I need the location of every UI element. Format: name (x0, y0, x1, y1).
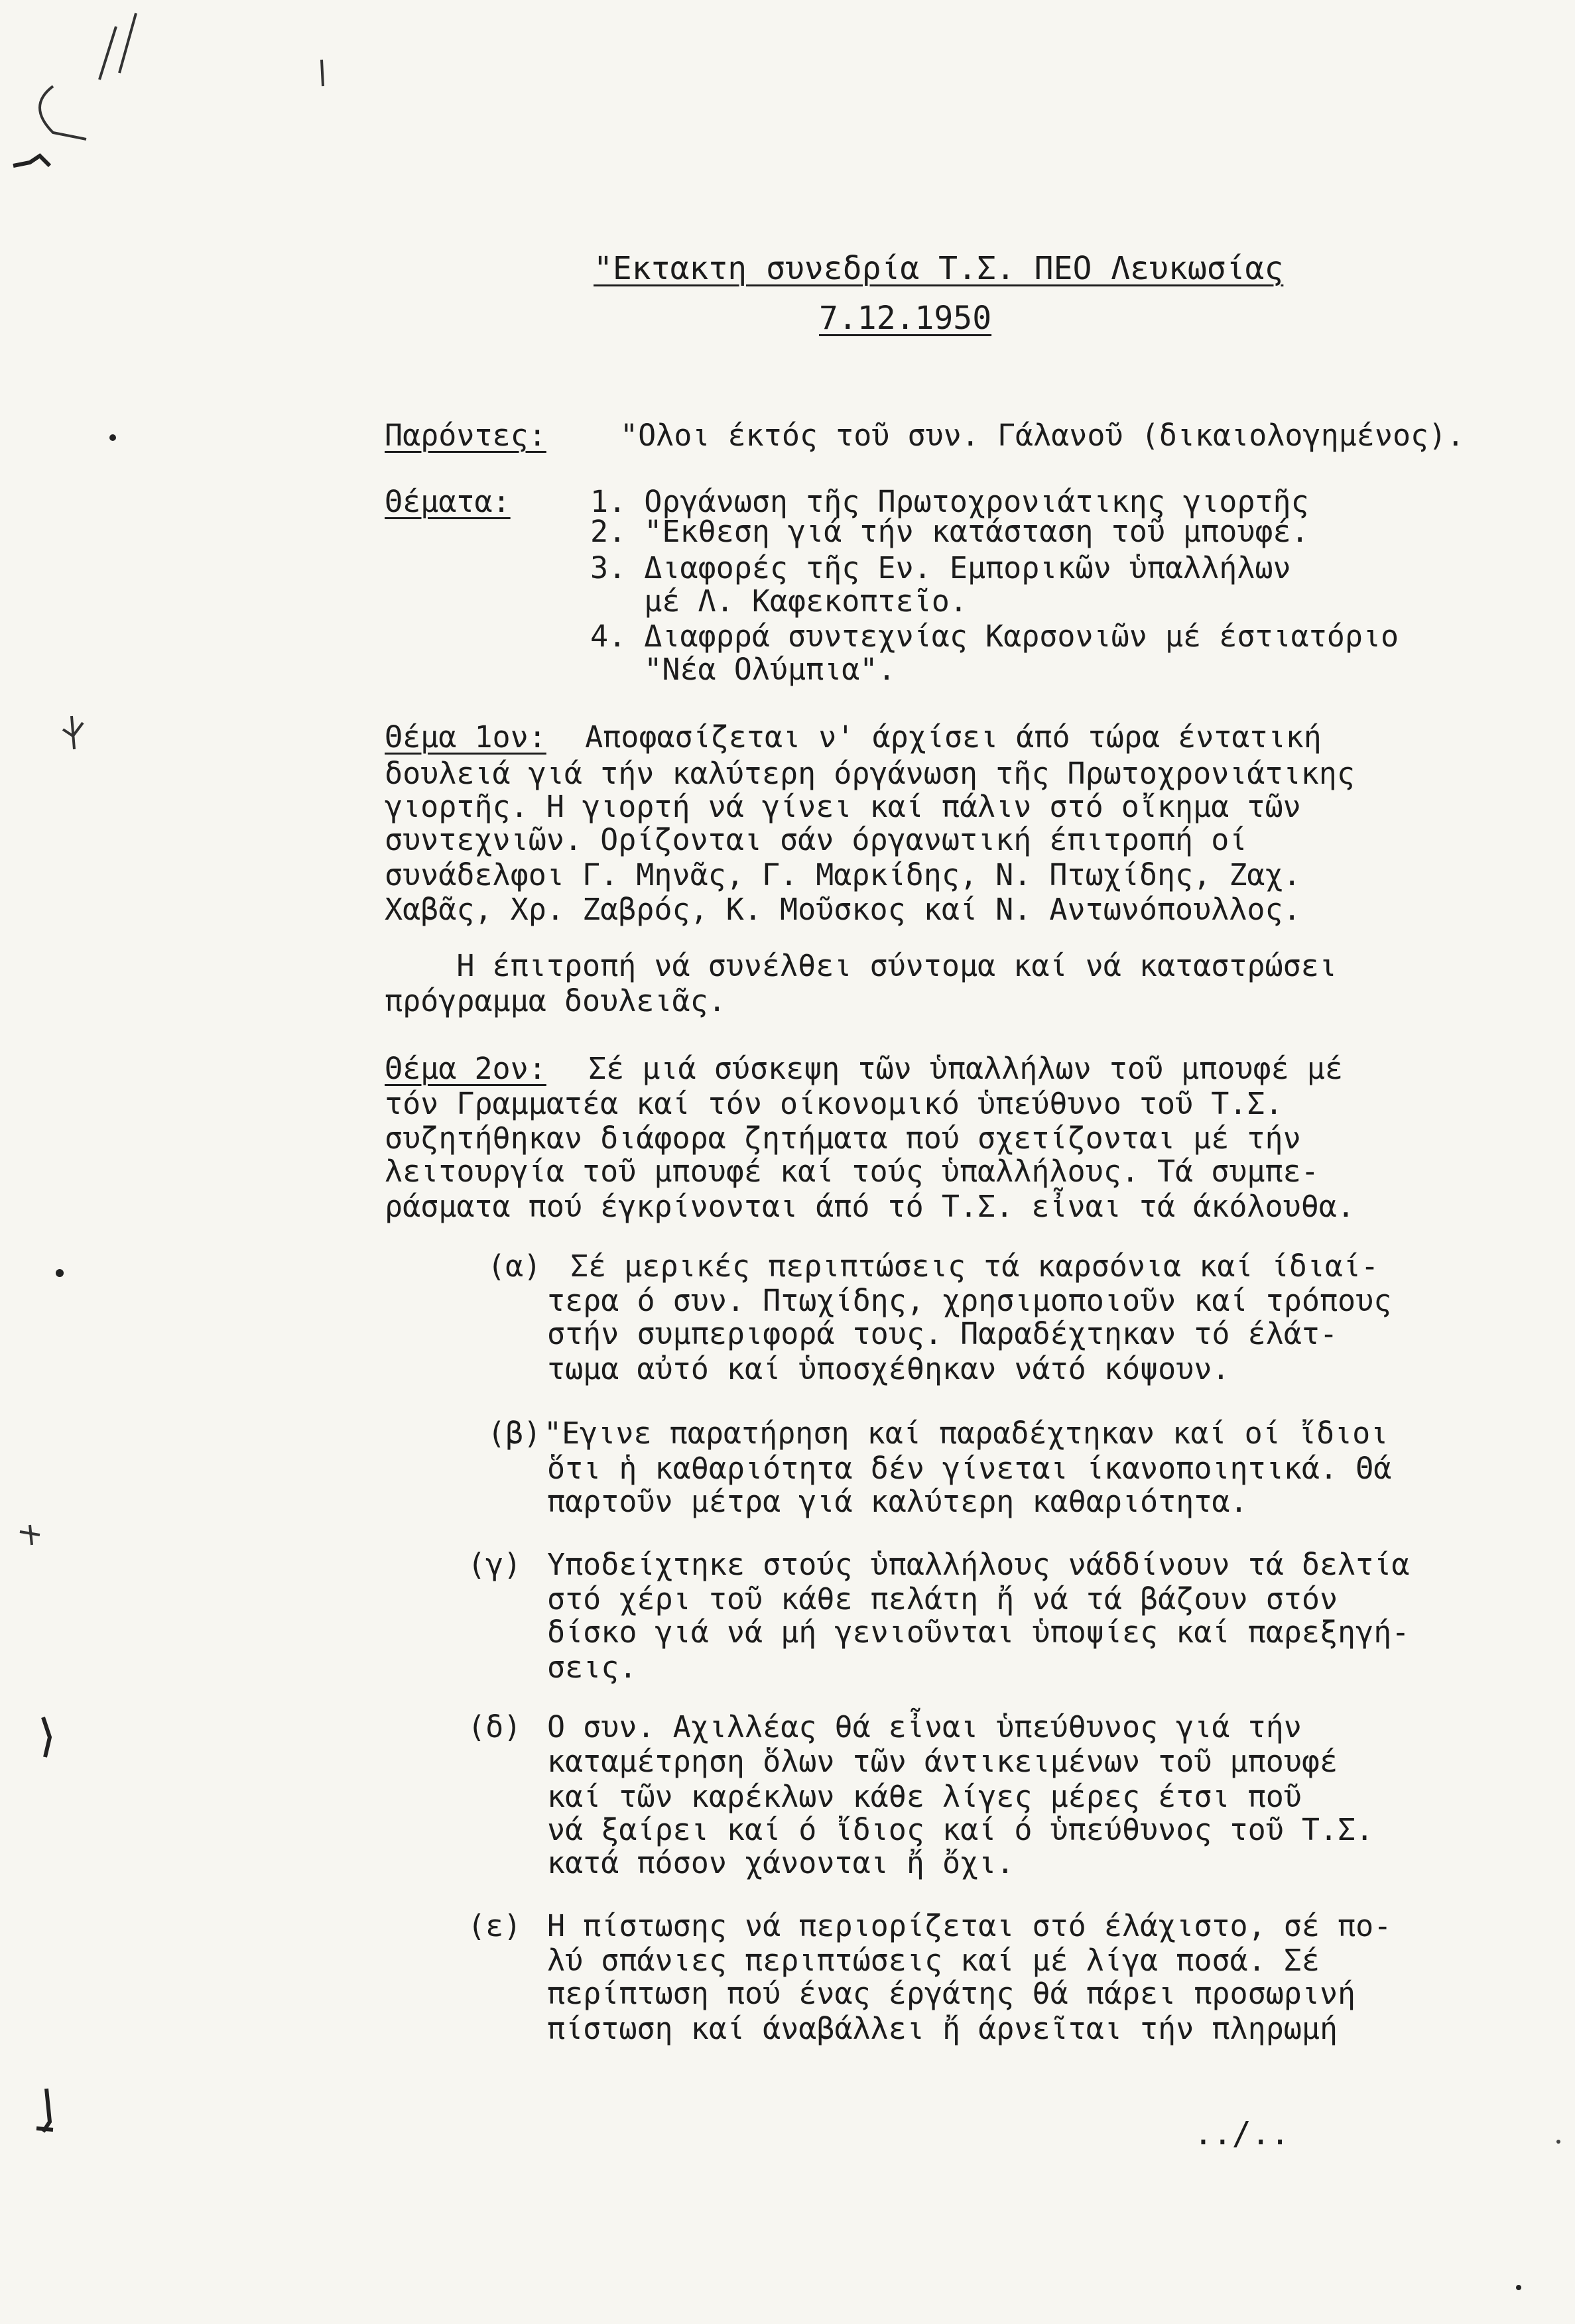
item-beta-line: "Εγινε παρατήρηση καί παραδέχτηκαν καί οί ἴδιοι (544, 1416, 1389, 1451)
topics-line: 2. "Εκθεση γιά τήν κατάσταση τοῦ μπουφέ. (590, 514, 1309, 549)
topic2-line: συζητήθηκαν διάφορα ζητήματα πού σχετίζονται μέ τήν (385, 1121, 1301, 1156)
present-text: "Ολοι έκτός τοῦ συν. Γάλανοῦ (δικαιολογημένος). (620, 418, 1465, 453)
item-delta-line: κατά πόσον χάνονται ἤ ὄχι. (547, 1845, 1015, 1880)
item-gamma-line: στό χέρι τοῦ κάθε πελάτη ἤ νά τά βάζουν στόν (547, 1581, 1338, 1617)
topic1-para2-line: Η έπιτροπή νά συνέλθει σύντομα καί νά καταστρώσει (385, 948, 1337, 983)
item-delta-line: καταμέτρηση ὅλων τῶν άντικειμένων τοῦ μπουφέ (547, 1744, 1338, 1779)
item-delta-line: νά ξαίρει καί ό ἴδιος καί ό ὑπεύθυνος τοῦ Τ.Σ. (547, 1812, 1374, 1847)
topic2-line: ράσματα πού έγκρίνονται άπό τό Τ.Σ. εἶναι τά άκόλουθα. (385, 1189, 1355, 1224)
topic1-line: συνάδελφοι Γ. Μηνᾶς, Γ. Μαρκίδης, Ν. Πτωχίδης, Ζαχ. (385, 857, 1301, 892)
topic1-line: Χαβᾶς, Χρ. Ζαβρός, Κ. Μοῦσκος καί Ν. Αντωνόπουλλος. (385, 892, 1301, 927)
item-alpha-line: Σέ μερικές περιπτώσεις τά καρσόνια καί ίδιαί- (570, 1249, 1379, 1284)
item-alpha-line: στήν συμπεριφορά τους. Παραδέχτηκαν τό έλάτ- (547, 1316, 1338, 1351)
item-gamma-line: σεις. (547, 1650, 637, 1685)
item-epsilon-line: περίπτωση πού ένας έργάτης θά πάρει προσωρινή (547, 1976, 1356, 2011)
item-delta-mark: (δ) (468, 1709, 522, 1744)
item-gamma-line: Υποδείχτηκε στούς ὑπαλλήλους νάδδίνουν τά δελτία (547, 1547, 1410, 1582)
topics-line: 4. Διαφρρά συντεχνίας Καρσονιῶν μέ έστιατόριο (590, 619, 1399, 654)
item-delta-line: καί τῶν καρέκλων κάθε λίγες μέρες έτσι ποῦ (547, 1779, 1302, 1814)
topic2-first-line: Σέ μιά σύσκεψη τῶν ὑπαλλήλων τοῦ μπουφέ μέ (570, 1051, 1343, 1086)
topics-line: "Νέα Ολύμπια". (590, 652, 896, 687)
item-alpha-line: τερα ό συν. Πτωχίδης, χρησιμοποιοῦν καί τρόπους (547, 1283, 1392, 1318)
continuation-marker: ../.. (1194, 2115, 1290, 2152)
item-epsilon-mark: (ε) (468, 1908, 522, 1943)
topic2-line: λειτουργία τοῦ μπουφέ καί τούς ὑπαλλήλους. Τά συμπε- (385, 1154, 1319, 1189)
topic1-line: συντεχνιῶν. Ορίζονται σάν όργανωτική έπιτροπή οί (385, 822, 1247, 857)
topic1-first-line: Αποφασίζεται ν' άρχίσει άπό τώρα έντατική (567, 719, 1322, 755)
document-title: "Εκτακτη συνεδρία Τ.Σ. ΠΕΟ Λευκωσίας (594, 250, 1284, 287)
item-alpha-mark: (α) (487, 1249, 542, 1284)
item-gamma-line: δίσκο γιά νά μή γενιοῦνται ὑποψίες καί παρεξηγή- (547, 1615, 1410, 1650)
item-beta-line: ὅτι ἡ καθαριότητα δέν γίνεται ίκανοποιητικά. Θά (547, 1451, 1392, 1486)
topics-label: Θέματα: (385, 484, 511, 519)
document-date: 7.12.1950 (819, 300, 992, 337)
topic1-label: Θέμα 1ον: (385, 719, 546, 755)
item-gamma-mark: (γ) (468, 1547, 522, 1582)
topic1-para2-line: πρόγραμμα δουλειᾶς. (385, 983, 726, 1018)
topic1-line: γιορτῆς. Η γιορτή νά γίνει καί πάλιν στό οἴκημα τῶν (385, 789, 1301, 824)
topic2-line: τόν Γραμματέα καί τόν οίκονομικό ὑπεύθυνο τοῦ Τ.Σ. (385, 1086, 1283, 1121)
item-beta-mark: (β) (487, 1416, 542, 1451)
topics-line: 1. Οργάνωση τῆς Πρωτοχρονιάτικης γιορτῆς (590, 484, 1309, 519)
topic2-label: Θέμα 2ον: (385, 1051, 546, 1086)
topics-line: 3. Διαφορές τῆς Εν. Εμπορικῶν ὑπαλλήλων (590, 550, 1291, 585)
topics-line: μέ Λ. Καφεκοπτεῖο. (590, 583, 968, 619)
item-epsilon-line: Η πίστωσης νά περιορίζεται στό έλάχιστο, σέ πο- (547, 1908, 1392, 1943)
item-epsilon-line: λύ σπάνιες περιπτώσεις καί μέ λίγα ποσά. Σέ (547, 1943, 1320, 1978)
item-alpha-line: τωμα αὐτό καί ὑποσχέθηκαν νάτό κόψουν. (547, 1351, 1230, 1386)
item-beta-line: παρτοῦν μέτρα γιά καλύτερη καθαριότητα. (547, 1484, 1248, 1519)
present-label: Παρόντες: (385, 418, 546, 453)
topic1-line: δουλειά γιά τήν καλύτερη όργάνωση τῆς Πρωτοχρονιάτικης (385, 756, 1355, 791)
item-delta-line: Ο συν. Αχιλλέας θά εἶναι ὑπεύθυνος γιά τήν (547, 1709, 1302, 1744)
item-epsilon-line: πίστωση καί άναβάλλει ἤ άρνεῖται τήν πληρωμή (547, 2011, 1338, 2046)
